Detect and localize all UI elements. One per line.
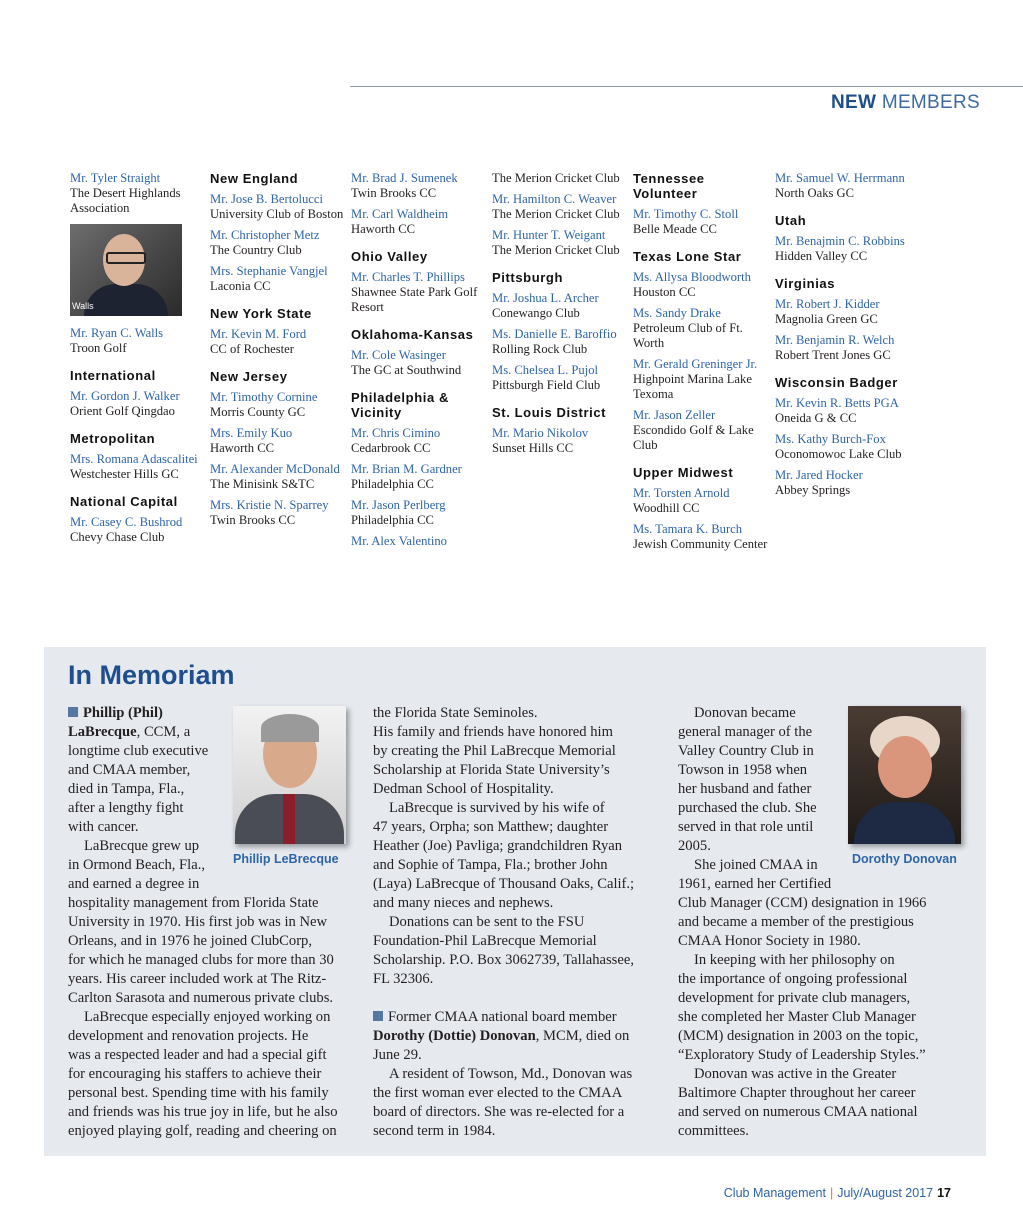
- col3-para4: [678, 1065, 978, 1141]
- member-club: The GC at Southwind: [351, 363, 462, 377]
- text-line: was a respected leader and had a special gift: [68, 1047, 327, 1063]
- col2-para4: [373, 1008, 673, 1065]
- footer-page: 17: [937, 1186, 951, 1200]
- member-club: Laconia CC: [210, 279, 271, 293]
- member-entry: [633, 522, 769, 552]
- member-club: The Desert Highlands Association: [70, 186, 181, 215]
- member-club: Orient Golf Qingdao: [70, 404, 175, 418]
- memoriam-title: In Memoriam: [68, 660, 235, 690]
- region-heading: Upper Midwest: [633, 465, 734, 480]
- member-entry: [351, 498, 487, 528]
- text-line: CMAA Honor Society in 1980.: [678, 933, 861, 949]
- bullet-square-icon: [373, 1011, 383, 1021]
- text-line: in Ormond Beach, Fla.,: [68, 857, 205, 873]
- member-club: The Merion Cricket Club: [492, 171, 620, 185]
- text-line: longtime club executive: [68, 743, 209, 759]
- member-name: Mr. Christopher Metz: [210, 228, 320, 242]
- member-entry: [210, 426, 346, 456]
- text-line: the first woman ever elected to the CMAA: [373, 1085, 623, 1101]
- photo-face: [878, 736, 932, 798]
- text-line: His family and friends have honored him: [373, 724, 613, 740]
- member-entry: [775, 468, 911, 498]
- member-name: Mrs. Emily Kuo: [210, 426, 293, 440]
- member-name: Mrs. Kristie N. Sparrey: [210, 498, 329, 512]
- text-line: 2005.: [678, 838, 711, 854]
- photo-body: [854, 802, 955, 844]
- member-entry: [492, 327, 628, 357]
- member-club: The Merion Cricket Club: [492, 207, 620, 221]
- text-line: “Exploratory Study of Leadership Styles.”: [678, 1047, 926, 1063]
- text-line: the importance of ongoing professional: [678, 971, 908, 987]
- region-heading: New England: [210, 171, 299, 186]
- member-name: Ms. Allysa Bloodworth: [633, 270, 751, 284]
- member-name: Ms. Sandy Drake: [633, 306, 721, 320]
- member-entry: [210, 192, 346, 222]
- member-club: University Club of Boston: [210, 207, 344, 221]
- member-club: Conewango Club: [492, 306, 580, 320]
- col2-p4-b: , MCM, died on: [535, 1028, 630, 1044]
- member-name: Ms. Tamara K. Burch: [633, 522, 743, 536]
- member-name: Mr. Jared Hocker: [775, 468, 863, 482]
- member-entry: [210, 327, 346, 357]
- text-line: and served on numerous CMAA national: [678, 1104, 918, 1120]
- member-name: Mr. Benajmin C. Robbins: [775, 234, 905, 248]
- member-name: Mr. Hamilton C. Weaver: [492, 192, 617, 206]
- member-photo: [70, 224, 182, 316]
- member-club: Escondido Golf & Lake Club: [633, 423, 754, 452]
- member-name: Mr. Gerald Greninger Jr.: [633, 357, 758, 371]
- phillip-photo: [233, 706, 346, 844]
- member-club: Philadelphia CC: [351, 477, 434, 491]
- member-club: Oconomowoc Lake Club: [775, 447, 902, 461]
- text-line: 47 years, Orpha; son Matthew; daughter: [373, 819, 609, 835]
- member-entry: [633, 408, 769, 453]
- bullet-square-icon: [68, 707, 78, 717]
- member-club: Jewish Community Center: [633, 537, 768, 551]
- member-entry: [492, 291, 628, 321]
- member-entry: [210, 462, 346, 492]
- member-club: The Country Club: [210, 243, 302, 257]
- member-name: Mr. Alex Valentino: [351, 534, 447, 548]
- text-line: 1961, earned her Certified: [678, 876, 832, 892]
- text-line: second term in 1984.: [373, 1123, 496, 1139]
- member-name: Mrs. Stephanie Vangjel: [210, 264, 328, 278]
- region-heading: Utah: [775, 213, 807, 228]
- glasses-icon: [106, 252, 146, 264]
- text-line: Valley Country Club in: [678, 743, 814, 759]
- member-column-1: [70, 171, 206, 551]
- text-line: board of directors. She was re-elected for a: [373, 1104, 625, 1120]
- member-entry: [351, 462, 487, 492]
- text-line: Baltimore Chapter throughout her career: [678, 1085, 916, 1101]
- member-column-3: [351, 171, 487, 555]
- member-name: Mr. Carl Waldheim: [351, 207, 449, 221]
- text-line: purchased the club. She: [678, 800, 817, 816]
- member-entry: [351, 171, 487, 201]
- header-bold: NEW: [831, 92, 877, 113]
- footer-issue: July/August 2017: [837, 1186, 934, 1200]
- text-line: after a lengthy fight: [68, 800, 184, 816]
- member-club: Pittsburgh Field Club: [492, 378, 601, 392]
- text-line: she completed her Master Club Manager: [678, 1009, 916, 1025]
- photo-caption: Walls: [72, 301, 94, 311]
- header-rule: [350, 86, 1023, 87]
- member-club: Highpoint Marina Lake Texoma: [633, 372, 752, 401]
- section-header: [831, 92, 980, 114]
- text-line: Carlton Sarasota and numerous private clubs.: [68, 990, 334, 1006]
- member-name: Mr. Timothy Cornine: [210, 390, 318, 404]
- member-club: Belle Meade CC: [633, 222, 717, 236]
- member-entry: [210, 390, 346, 420]
- member-name: Mr. Charles T. Phillips: [351, 270, 465, 284]
- header-light: MEMBERS: [881, 92, 980, 113]
- text-line: LaBrecque especially enjoyed working on: [84, 1009, 331, 1025]
- region-heading: Pittsburgh: [492, 270, 563, 285]
- text-line: and earned a degree in: [68, 876, 200, 892]
- member-entry: [210, 498, 346, 528]
- region-heading: Tennessee Volunteer: [633, 171, 705, 201]
- text-line: enjoyed playing golf, reading and cheering on: [68, 1123, 337, 1139]
- photo-body: [84, 284, 168, 316]
- member-club: Petroleum Club of Ft. Worth: [633, 321, 743, 350]
- member-entry: [351, 270, 487, 315]
- deceased-surname: LaBrecque: [68, 724, 137, 740]
- region-heading: New York State: [210, 306, 312, 321]
- memoriam-col2: [373, 704, 673, 1141]
- text-line: hospitality management from Florida State: [68, 895, 319, 911]
- col3-para2: [678, 856, 978, 951]
- member-name: Ms. Danielle E. Baroffio: [492, 327, 617, 341]
- member-entry: [70, 326, 206, 356]
- member-entry: [210, 228, 346, 258]
- region-heading: Wisconsin Badger: [775, 375, 898, 390]
- text-line: Donovan was active in the Greater: [694, 1066, 897, 1082]
- member-entry: [351, 207, 487, 237]
- member-entry: [492, 363, 628, 393]
- col2-p4-a: Former CMAA national board member: [388, 1009, 617, 1025]
- member-entry: [633, 486, 769, 516]
- member-club: CC of Rochester: [210, 342, 294, 356]
- member-club: Rolling Rock Club: [492, 342, 588, 356]
- text-line: personal best. Spending time with his family: [68, 1085, 329, 1101]
- text-line: FL 32306.: [373, 971, 434, 987]
- text-line: Orleans, and in 1976 he joined ClubCorp,: [68, 933, 313, 949]
- footer-publication: Club Management: [723, 1186, 826, 1200]
- member-name: Mr. Mario Nikolov: [492, 426, 589, 440]
- member-entry: [633, 207, 769, 237]
- member-club: North Oaks GC: [775, 186, 855, 200]
- member-club: Woodhill CC: [633, 501, 700, 515]
- member-entry: [633, 270, 769, 300]
- member-entry: [70, 515, 206, 545]
- region-heading: Virginias: [775, 276, 836, 291]
- member-column-4: [492, 171, 628, 462]
- text-line: University in 1970. His first job was in New: [68, 914, 328, 930]
- col2-para3: [373, 913, 673, 989]
- member-entry: [351, 534, 487, 549]
- member-entry: [492, 192, 628, 222]
- photo-hair: [261, 714, 319, 742]
- member-entry: [775, 171, 911, 201]
- text-line: LaBrecque grew up: [84, 838, 200, 854]
- text-line: and friends was his true joy in life, but he also: [68, 1104, 338, 1120]
- text-line: Scholarship. P.O. Box 3062739, Tallahassee,: [373, 952, 634, 968]
- member-column-6: [775, 171, 911, 504]
- member-entry: [70, 452, 206, 482]
- member-name: Mr. Robert J. Kidder: [775, 297, 880, 311]
- photo-tie: [283, 794, 295, 844]
- dorothy-caption: Dorothy Donovan: [852, 852, 957, 866]
- member-club: Shawnee State Park Golf Resort: [351, 285, 478, 314]
- member-club: The Merion Cricket Club: [492, 243, 620, 257]
- region-heading: St. Louis District: [492, 405, 607, 420]
- member-club: Haworth CC: [210, 441, 275, 455]
- text-line: the Florida State Seminoles.: [373, 705, 538, 721]
- member-club: Twin Brooks CC: [351, 186, 437, 200]
- member-club: Haworth CC: [351, 222, 416, 236]
- member-name: Mr. Kevin M. Ford: [210, 327, 307, 341]
- member-entry: [351, 348, 487, 378]
- member-entry: [775, 396, 911, 426]
- region-heading: New Jersey: [210, 369, 288, 384]
- col2-para5: [373, 1065, 673, 1141]
- member-entry: [775, 333, 911, 363]
- text-line: her husband and father: [678, 781, 812, 797]
- member-name: Mr. Chris Cimino: [351, 426, 441, 440]
- text-line: by creating the Phil LaBrecque Memorial: [373, 743, 616, 759]
- member-name: Ms. Kathy Burch-Fox: [775, 432, 886, 446]
- member-club: Chevy Chase Club: [70, 530, 165, 544]
- col1-rest: [68, 894, 368, 1008]
- member-name: Mr. Benjamin R. Welch: [775, 333, 895, 347]
- member-name: Mr. Hunter T. Weigant: [492, 228, 606, 242]
- text-line: LaBrecque is survived by his wife of: [389, 800, 605, 816]
- member-entry: [775, 432, 911, 462]
- text-line: Club Manager (CCM) designation in 1966: [678, 895, 927, 911]
- member-entry: [492, 426, 628, 456]
- col2-spacer: [373, 989, 673, 1008]
- member-club: Oneida G & CC: [775, 411, 857, 425]
- text-line: Dedman School of Hospitality.: [373, 781, 554, 797]
- text-line: committees.: [678, 1123, 749, 1139]
- member-club: The Minisink S&TC: [210, 477, 315, 491]
- col2-para2: [373, 799, 673, 913]
- member-club: Westchester Hills GC: [70, 467, 179, 481]
- col2-p4-name: Dorothy (Dottie) Donovan: [373, 1028, 536, 1044]
- region-heading: Texas Lone Star: [633, 249, 742, 264]
- member-name: Mrs. Romana Adascalitei: [70, 452, 198, 466]
- footer-separator: |: [829, 1186, 834, 1200]
- text-line: served in that role until: [678, 819, 814, 835]
- text-line: development for private club managers,: [678, 990, 911, 1006]
- member-name: Mr. Brad J. Sumenek: [351, 171, 458, 185]
- member-club: Hidden Valley CC: [775, 249, 868, 263]
- member-entry: [775, 234, 911, 264]
- text-line: Donovan became: [694, 705, 796, 721]
- text-line: Donations can be sent to the FSU: [389, 914, 585, 930]
- member-name: Mr. Ryan C. Walls: [70, 326, 164, 340]
- text-line: and became a member of the prestigious: [678, 914, 914, 930]
- member-entry: [492, 171, 628, 186]
- text-line: A resident of Towson, Md., Donovan was: [389, 1066, 633, 1082]
- text-line: Scholarship at Florida State University’s: [373, 762, 610, 778]
- text-line: years. His career included work at The Ritz-: [68, 971, 327, 987]
- member-club: Troon Golf: [70, 341, 127, 355]
- member-name: Mr. Gordon J. Walker: [70, 389, 180, 403]
- member-entry: [633, 357, 769, 402]
- member-name: Mr. Casey C. Bushrod: [70, 515, 183, 529]
- region-heading: Oklahoma-Kansas: [351, 327, 474, 342]
- col3-para3: [678, 951, 978, 1065]
- region-heading: Ohio Valley: [351, 249, 428, 264]
- member-entry: [775, 297, 911, 327]
- member-entry: [633, 306, 769, 351]
- member-club: Philadelphia CC: [351, 513, 434, 527]
- member-name: Mr. Alexander McDonald: [210, 462, 340, 476]
- page-footer: [724, 1186, 951, 1200]
- member-club: Abbey Springs: [775, 483, 851, 497]
- member-name: Mr. Timothy C. Stoll: [633, 207, 739, 221]
- text-line: died in Tampa, Fla.,: [68, 781, 185, 797]
- member-entry: [70, 171, 206, 216]
- text-line: LaBrecque, CCM, a: [68, 724, 191, 740]
- member-entry: [351, 426, 487, 456]
- text-line: In keeping with her philosophy on: [694, 952, 895, 968]
- text-line: Heather (Joe) Pavliga; grandchildren Ryan: [373, 838, 623, 854]
- member-entry: [492, 228, 628, 258]
- member-name: Mr. Jason Zeller: [633, 408, 716, 422]
- member-name: Mr. Samuel W. Herrmann: [775, 171, 905, 185]
- text-line: with cancer.: [68, 819, 139, 835]
- dorothy-photo: [848, 706, 961, 844]
- text-line: and Sophie of Tampa, Fla.; brother John: [373, 857, 608, 873]
- member-column-5: [633, 171, 769, 558]
- text-line: (MCM) designation in 2003 on the topic,: [678, 1028, 919, 1044]
- member-name: Mr. Brian M. Gardner: [351, 462, 462, 476]
- member-club: Sunset Hills CC: [492, 441, 574, 455]
- member-name: Mr. Jason Perlberg: [351, 498, 446, 512]
- text-line: She joined CMAA in: [694, 857, 818, 873]
- region-heading: Philadelphia & Vicinity: [351, 390, 449, 420]
- member-name: Mr. Tyler Straight: [70, 171, 161, 185]
- member-club: Houston CC: [633, 285, 696, 299]
- member-name: Mr. Joshua L. Archer: [492, 291, 599, 305]
- member-name: Mr. Torsten Arnold: [633, 486, 730, 500]
- member-entry: [70, 389, 206, 419]
- member-column-2: [210, 171, 346, 534]
- member-entry: [210, 264, 346, 294]
- col1-para3: [68, 1008, 368, 1141]
- deceased-name: Phillip (Phil): [83, 705, 163, 721]
- member-club: Robert Trent Jones GC: [775, 348, 891, 362]
- text-line: Foundation-Phil LaBrecque Memorial: [373, 933, 597, 949]
- region-heading: National Capital: [70, 494, 178, 509]
- col2-p4-c: June 29.: [373, 1047, 422, 1063]
- text-line: Towson in 1958 when: [678, 762, 808, 778]
- text-line: and many nieces and nephews.: [373, 895, 554, 911]
- member-club: Magnolia Green GC: [775, 312, 878, 326]
- text-line: (Laya) LaBrecque of Thousand Oaks, Calif.;: [373, 876, 635, 892]
- text-line: and CMAA member,: [68, 762, 191, 778]
- member-name: Mr. Jose B. Bertolucci: [210, 192, 323, 206]
- text-line: for which he managed clubs for more than 30: [68, 952, 334, 968]
- phillip-caption: Phillip LeBrecque: [233, 852, 339, 866]
- text-line: general manager of the: [678, 724, 813, 740]
- member-name: Mr. Kevin R. Betts PGA: [775, 396, 899, 410]
- member-name: Ms. Chelsea L. Pujol: [492, 363, 598, 377]
- member-club: Twin Brooks CC: [210, 513, 296, 527]
- text-line: development and renovation projects. He: [68, 1028, 309, 1044]
- member-name: Mr. Cole Wasinger: [351, 348, 446, 362]
- region-heading: International: [70, 368, 156, 383]
- text-line: for encouraging his staffers to achieve their: [68, 1066, 322, 1082]
- col2-para1: [373, 704, 673, 799]
- member-club: Morris County GC: [210, 405, 306, 419]
- region-heading: Metropolitan: [70, 431, 156, 446]
- member-club: Cedarbrook CC: [351, 441, 431, 455]
